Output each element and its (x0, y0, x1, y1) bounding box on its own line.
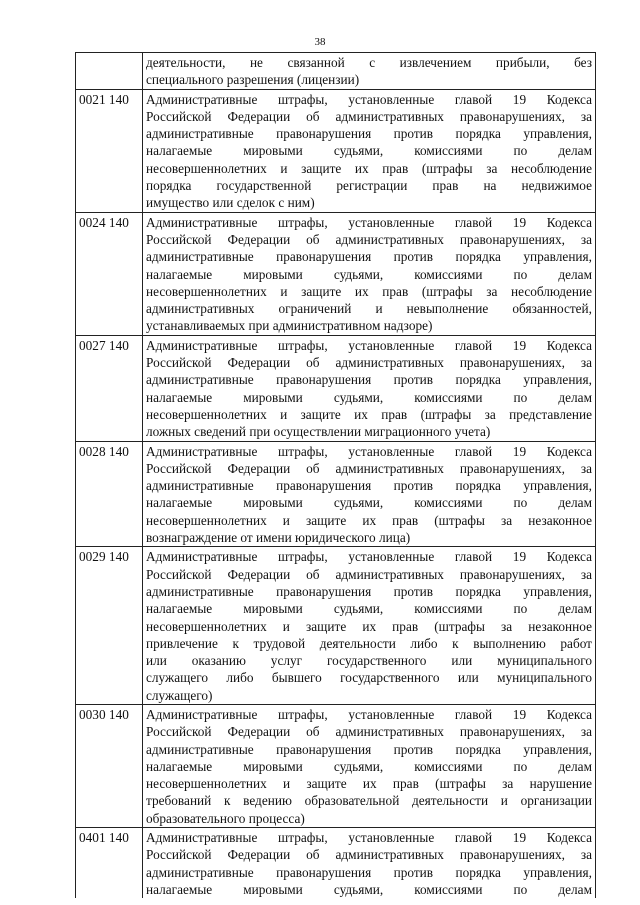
description-line: несовершеннолетних и защите их прав (штрафы за незаконное (146, 512, 592, 528)
budget-codes-table (75, 52, 596, 898)
description-cell (143, 828, 596, 899)
description-line: Российской Федерации об административных правонарушениях, за (146, 566, 592, 582)
description-line: несовершеннолетних и защите их прав (штрафы за несоблюдение (146, 160, 592, 176)
description-line: имущество или сделок с ним) (146, 195, 315, 211)
description-line: Российской Федерации об административных правонарушениях, за (146, 460, 592, 476)
description-line: Российской Федерации об административных правонарушениях, за (146, 355, 592, 371)
description-line: административные правонарушения против порядка управления, (146, 741, 592, 757)
income-code-cell (76, 53, 143, 90)
description-cell (143, 547, 596, 705)
table-row (76, 547, 596, 705)
description-line: Административные штрафы, установленные главой 19 Кодекса (146, 214, 592, 230)
table-row (76, 212, 596, 335)
description-line: административные правонарушения против порядка управления, (146, 249, 592, 265)
description-line: Административные штрафы, установленные главой 19 Кодекса (146, 443, 592, 459)
description-line: административные правонарушения против порядка управления, (146, 372, 592, 388)
description-cell (143, 53, 596, 90)
description-line: деятельности, не связанной с извлечением прибыли, без (146, 55, 592, 70)
table-row (76, 704, 596, 827)
description-line: Российской Федерации об административных правонарушениях, за (146, 847, 592, 863)
description-line: Российской Федерации об административных правонарушениях, за (146, 724, 592, 740)
page-number: 38 (314, 36, 326, 48)
description-line: налагаемые мировыми судьями, комиссиями по делам (146, 143, 592, 159)
table-row (76, 828, 596, 899)
income-code-cell: 0028 140 (76, 441, 143, 547)
description-line: несовершеннолетних и защите их прав (штрафы за нарушение (146, 776, 592, 792)
description-line: Российской Федерации об административных правонарушениях, за (146, 108, 592, 124)
description-line: административные правонарушения против порядка управления, (146, 583, 592, 599)
description-line: требований к ведению образовательной деятельности и организации (146, 793, 592, 809)
description-line: несовершеннолетних и защите их прав (штрафы за незаконное (146, 618, 592, 634)
income-code-cell: 0027 140 (76, 335, 143, 441)
description-line: образовательного процесса) (146, 810, 305, 826)
description-line: налагаемые мировыми судьями, комиссиями по делам (146, 495, 592, 511)
table-row (76, 89, 596, 212)
description-line: административные правонарушения против порядка управления, (146, 478, 592, 494)
description-line: Административные штрафы, установленные главой 19 Кодекса (146, 830, 592, 846)
description-line: специального разрешения (лицензии) (146, 72, 360, 88)
description-line: порядка государственной регистрации прав на недвижимое (146, 178, 592, 194)
income-code-cell: 0029 140 (76, 547, 143, 705)
description-cell (143, 335, 596, 441)
description-line: несовершеннолетних и защите их прав (штрафы за представление (146, 406, 592, 422)
description-line: несовершеннолетних и защите их прав (штрафы за несоблюдение (146, 283, 592, 299)
description-line: налагаемые мировыми судьями, комиссиями по делам (146, 266, 592, 282)
description-line: вознаграждение от имени юридического лица) (146, 530, 411, 546)
description-line: Административные штрафы, установленные главой 19 Кодекса (146, 706, 592, 722)
description-cell (143, 89, 596, 212)
description-line: служащего либо бывшего государственного или муниципального (146, 670, 592, 686)
description-line: Российской Федерации об административных правонарушениях, за (146, 231, 592, 247)
description-line: Административные штрафы, установленные главой 19 Кодекса (146, 337, 592, 353)
table-row (76, 53, 596, 90)
description-line: ложных сведений при осуществлении миграционного учета) (146, 424, 491, 440)
description-line: Административные штрафы, установленные главой 19 Кодекса (146, 91, 592, 107)
description-line: налагаемые мировыми судьями, комиссиями по делам (146, 881, 592, 897)
description-line: налагаемые мировыми судьями, комиссиями по делам (146, 389, 592, 405)
income-code-cell: 0401 140 (76, 828, 143, 899)
description-cell (143, 704, 596, 827)
income-code-cell: 0024 140 (76, 212, 143, 335)
income-code-cell: 0030 140 (76, 704, 143, 827)
description-cell (143, 441, 596, 547)
description-line: административные правонарушения против порядка управления, (146, 864, 592, 880)
description-line: Административные штрафы, установленные главой 19 Кодекса (146, 549, 592, 565)
description-line: привлечение к трудовой деятельности либо к выполнению работ (146, 635, 592, 651)
table-row (76, 441, 596, 547)
description-cell (143, 212, 596, 335)
description-line: административные правонарушения против порядка управления, (146, 126, 592, 142)
description-line: устанавливаемых при административном надзоре) (146, 318, 433, 334)
description-line: служащего) (146, 687, 213, 703)
description-line: налагаемые мировыми судьями, комиссиями по делам (146, 601, 592, 617)
income-code-cell: 0021 140 (76, 89, 143, 212)
table-row (76, 335, 596, 441)
description-line: или оказанию услуг государственного или муниципального (146, 653, 592, 669)
description-line: административных ограничений и невыполнение обязанностей, (146, 301, 592, 317)
description-line: налагаемые мировыми судьями, комиссиями по делам (146, 758, 592, 774)
